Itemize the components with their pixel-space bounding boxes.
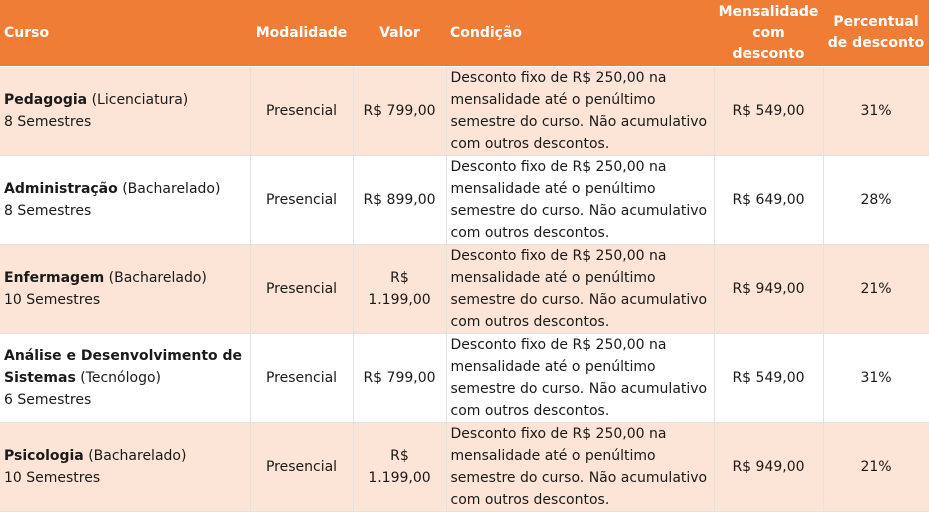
percentual-cell: 28% — [823, 156, 929, 245]
header-curso: Curso — [0, 0, 250, 67]
course-duration: 10 Semestres — [4, 292, 101, 308]
table-row — [0, 334, 929, 423]
course-cell — [0, 334, 250, 423]
course-duration: 10 Semestres — [4, 470, 101, 486]
modalidade-cell: Presencial — [250, 423, 353, 512]
table-row — [0, 156, 929, 245]
valor-cell: R$ 899,00 — [353, 156, 446, 245]
course-degree: (Bacharelado) — [117, 181, 221, 197]
course-cell — [0, 67, 250, 156]
table-header-row — [0, 0, 929, 67]
percentual-cell: 31% — [823, 334, 929, 423]
course-name: Enfermagem — [4, 270, 105, 286]
mensalidade-cell: R$ 949,00 — [714, 423, 823, 512]
condicao-cell: Desconto fixo de R$ 250,00 na mensalidade até o penúltimo semestre do curso. Não acumulativo com outros descontos. — [446, 245, 714, 334]
table-row — [0, 423, 929, 512]
valor-cell: R$ 1.199,00 — [353, 423, 446, 512]
table-row — [0, 67, 929, 156]
modalidade-cell: Presencial — [250, 334, 353, 423]
course-duration: 6 Semestres — [4, 392, 92, 408]
course-name: Psicologia — [4, 448, 84, 464]
percentual-cell: 31% — [823, 67, 929, 156]
course-cell — [0, 156, 250, 245]
condicao-cell: Desconto fixo de R$ 250,00 na mensalidade até o penúltimo semestre do curso. Não acumulativo com outros descontos. — [446, 156, 714, 245]
percentual-cell: 21% — [823, 423, 929, 512]
modalidade-cell: Presencial — [250, 245, 353, 334]
course-duration: 8 Semestres — [4, 203, 92, 219]
table-row — [0, 245, 929, 334]
course-name: Pedagogia — [4, 92, 88, 108]
condicao-cell: Desconto fixo de R$ 250,00 na mensalidade até o penúltimo semestre do curso. Não acumulativo com outros descontos. — [446, 423, 714, 512]
condicao-cell: Desconto fixo de R$ 250,00 na mensalidade até o penúltimo semestre do curso. Não acumulativo com outros descontos. — [446, 334, 714, 423]
header-mensalidade: Mensalidade com desconto — [714, 0, 823, 67]
valor-cell: R$ 1.199,00 — [353, 245, 446, 334]
header-modalidade: Modalidade — [250, 0, 353, 67]
mensalidade-cell: R$ 649,00 — [714, 156, 823, 245]
course-cell — [0, 245, 250, 334]
course-duration: 8 Semestres — [4, 114, 92, 130]
course-degree: (Bacharelado) — [104, 270, 207, 286]
course-name: Análise e Desenvolvimento de Sistemas — [4, 348, 243, 386]
valor-cell: R$ 799,00 — [353, 334, 446, 423]
modalidade-cell: Presencial — [250, 67, 353, 156]
course-degree: (Licenciatura) — [87, 92, 189, 108]
percentual-cell: 21% — [823, 245, 929, 334]
mensalidade-cell: R$ 549,00 — [714, 334, 823, 423]
mensalidade-cell: R$ 949,00 — [714, 245, 823, 334]
header-percentual: Percentual de desconto — [823, 0, 929, 67]
course-name: Administração — [4, 181, 118, 197]
condicao-cell: Desconto fixo de R$ 250,00 na mensalidade até o penúltimo semestre do curso. Não acumulativo com outros descontos. — [446, 67, 714, 156]
valor-cell: R$ 799,00 — [353, 67, 446, 156]
course-degree: (Bacharelado) — [83, 448, 187, 464]
course-degree: (Tecnólogo) — [75, 370, 161, 386]
header-valor: Valor — [353, 0, 446, 67]
course-cell — [0, 423, 250, 512]
modalidade-cell: Presencial — [250, 156, 353, 245]
mensalidade-cell: R$ 549,00 — [714, 67, 823, 156]
header-condicao: Condição — [446, 0, 714, 67]
